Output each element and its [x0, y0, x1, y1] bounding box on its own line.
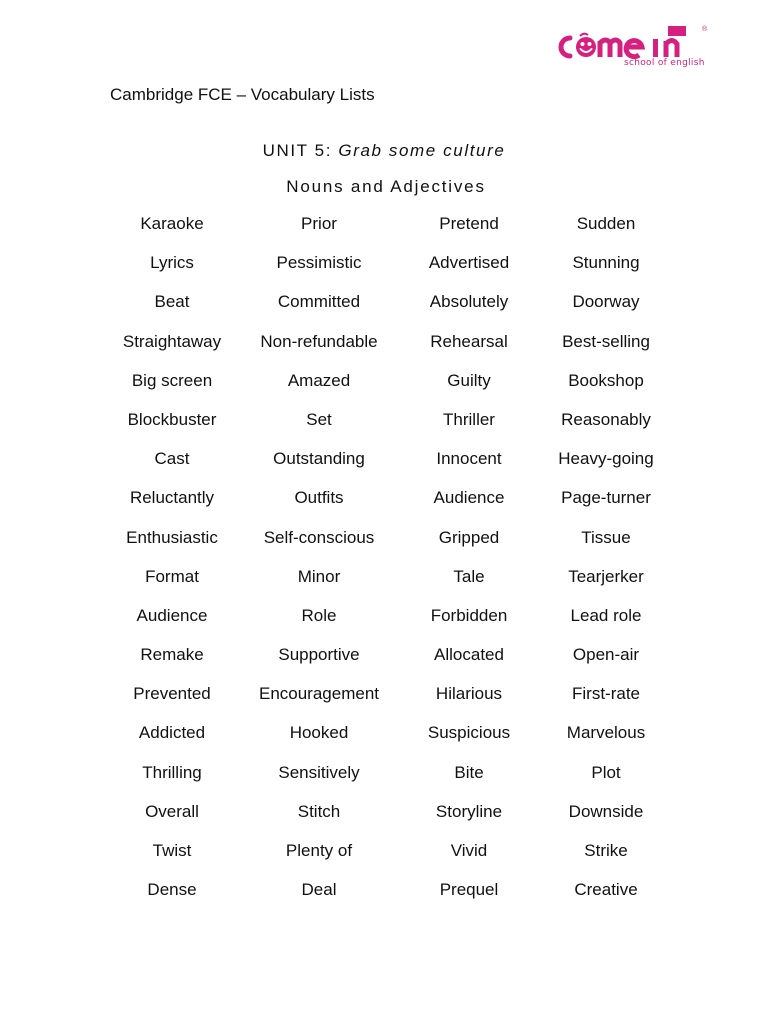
vocabulary-word: Forbidden: [430, 605, 508, 625]
section-subtitle: Nouns and Adjectives: [286, 177, 486, 196]
vocabulary-word: Thriller: [443, 409, 495, 429]
vocabulary-word: Beat: [154, 292, 190, 312]
registered-mark: ®: [702, 26, 708, 33]
school-logo: [554, 26, 724, 72]
vocabulary-word: Sudden: [576, 214, 636, 233]
vocabulary-word: Twist: [152, 841, 192, 860]
vocabulary-row: [0, 759, 768, 798]
vocabulary-row: [0, 328, 768, 367]
vocabulary-row: [0, 798, 768, 837]
vocabulary-word: Prequel: [439, 880, 499, 900]
vocabulary-word: Committed: [277, 292, 361, 312]
vocabulary-word: Tale: [453, 566, 485, 586]
vocabulary-word: Format: [145, 566, 199, 586]
vocabulary-word: Storyline: [435, 801, 503, 821]
vocabulary-word: Vivid: [450, 841, 488, 860]
vocabulary-word: Hilarious: [435, 684, 503, 704]
vocabulary-word: Encouragement: [258, 684, 380, 704]
vocabulary-grid: [0, 210, 768, 915]
vocabulary-word: Bookshop: [568, 370, 644, 390]
vocabulary-row: [0, 680, 768, 719]
vocabulary-word: Reluctantly: [129, 488, 215, 508]
document-title: Cambridge FCE – Vocabulary Lists: [110, 85, 375, 104]
vocabulary-word: Rehearsal: [430, 331, 508, 351]
vocabulary-word: Deal: [301, 880, 337, 900]
vocabulary-word: Self-conscious: [263, 527, 375, 547]
vocabulary-row: [0, 719, 768, 758]
vocabulary-word: Page-turner: [561, 488, 651, 508]
unit-heading: [0, 141, 768, 161]
vocabulary-word: Addicted: [138, 723, 206, 743]
unit-topic: Grab some culture: [338, 141, 506, 160]
vocabulary-word: Bite: [454, 762, 484, 782]
vocabulary-word: Doorway: [572, 292, 640, 312]
vocabulary-word: Best-selling: [562, 331, 650, 351]
vocabulary-word: Audience: [136, 605, 208, 625]
vocabulary-word: Reasonably: [561, 409, 651, 429]
vocabulary-word: Suspicious: [427, 723, 511, 743]
vocabulary-row: [0, 367, 768, 406]
vocabulary-word: Cast: [154, 449, 190, 469]
vocabulary-word: Non-refundable: [260, 331, 378, 351]
vocabulary-word: Open-air: [572, 645, 640, 665]
vocabulary-row: [0, 876, 768, 915]
vocabulary-word: Big screen: [131, 370, 213, 390]
vocabulary-word: Tissue: [581, 527, 631, 547]
vocabulary-row: [0, 249, 768, 288]
vocabulary-word: Amazed: [287, 370, 351, 390]
vocabulary-word: Straightaway: [122, 331, 222, 351]
vocabulary-row: [0, 641, 768, 680]
vocabulary-row: [0, 524, 768, 563]
vocabulary-row: [0, 602, 768, 641]
vocabulary-word: Overall: [145, 801, 199, 821]
vocabulary-word: Plot: [591, 762, 621, 782]
vocabulary-word: Guilty: [447, 370, 491, 390]
vocabulary-word: First-rate: [572, 684, 640, 704]
vocabulary-word: Allocated: [434, 645, 504, 665]
vocabulary-word: Dense: [147, 880, 197, 900]
vocabulary-word: Enthusiastic: [126, 527, 218, 547]
vocabulary-row: [0, 210, 768, 249]
vocabulary-word: Gripped: [438, 527, 500, 547]
vocabulary-word: Prevented: [133, 684, 211, 704]
vocabulary-word: Thrilling: [142, 762, 202, 782]
vocabulary-word: Tearjerker: [568, 566, 644, 586]
vocabulary-word: Prior: [301, 214, 337, 233]
vocabulary-word: Lead role: [570, 605, 642, 625]
vocabulary-word: Set: [306, 409, 332, 429]
vocabulary-word: Stunning: [572, 253, 640, 273]
vocabulary-word: Outstanding: [273, 449, 365, 469]
vocabulary-word: Strike: [584, 841, 628, 860]
vocabulary-row: [0, 837, 768, 876]
vocabulary-word: Pretend: [439, 214, 499, 233]
vocabulary-row: [0, 406, 768, 445]
vocabulary-word: Downside: [568, 801, 644, 821]
vocabulary-word: Outfits: [294, 488, 344, 508]
vocabulary-word: Marvelous: [566, 723, 646, 743]
vocabulary-word: Heavy-going: [558, 449, 654, 469]
vocabulary-word: Remake: [140, 645, 204, 665]
vocabulary-word: Advertised: [428, 253, 510, 273]
vocabulary-word: Blockbuster: [127, 409, 217, 429]
vocabulary-word: Stitch: [297, 801, 341, 821]
vocabulary-word: Supportive: [278, 645, 360, 665]
unit-number: UNIT 5:: [262, 141, 333, 160]
vocabulary-word: Karaoke: [140, 214, 204, 233]
logo-tagline: school of english: [624, 58, 705, 68]
vocabulary-word: Pessimistic: [276, 253, 362, 273]
vocabulary-word: Creative: [574, 880, 638, 900]
vocabulary-word: Absolutely: [429, 292, 509, 312]
vocabulary-row: [0, 484, 768, 523]
vocabulary-word: Innocent: [436, 449, 502, 469]
vocabulary-word: Lyrics: [150, 253, 194, 273]
vocabulary-word: Sensitively: [278, 762, 360, 782]
vocabulary-row: [0, 288, 768, 327]
vocabulary-word: Plenty of: [285, 841, 353, 860]
vocabulary-word: Role: [301, 605, 337, 625]
vocabulary-word: Hooked: [289, 723, 349, 743]
vocabulary-row: [0, 563, 768, 602]
vocabulary-word: Audience: [433, 488, 505, 508]
vocabulary-word: Minor: [297, 566, 341, 586]
vocabulary-row: [0, 445, 768, 484]
